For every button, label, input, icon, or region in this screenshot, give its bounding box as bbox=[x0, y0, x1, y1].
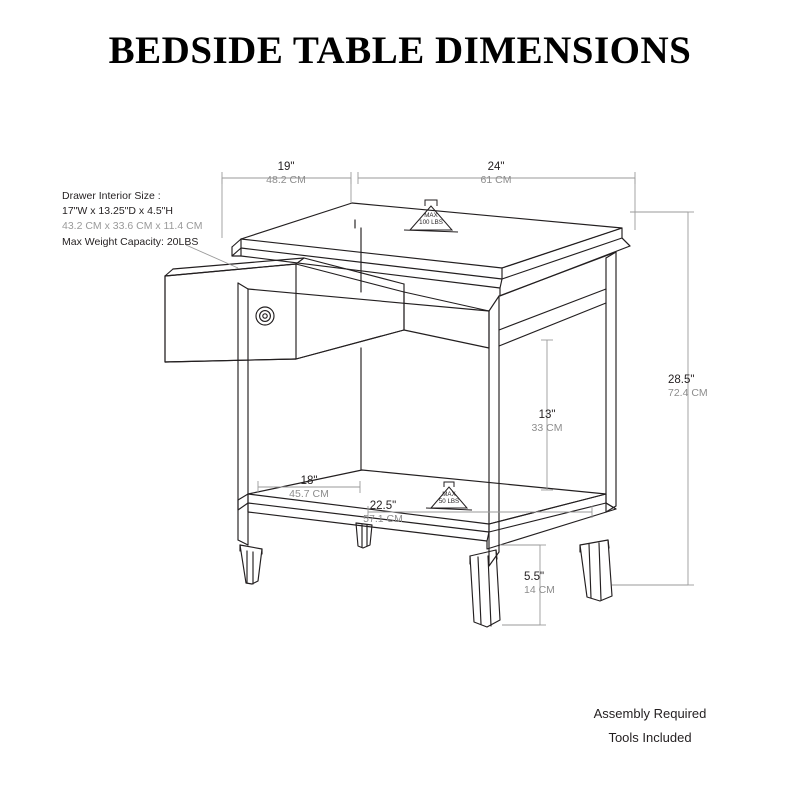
max-weight-shelf-line2: 50 LBS bbox=[438, 498, 460, 506]
dim-shelf-clearance bbox=[519, 408, 575, 436]
dim-shelf-width bbox=[352, 499, 414, 527]
dim-total-height-in: 28.5" bbox=[668, 374, 695, 386]
dim-total-height bbox=[668, 373, 724, 401]
drawer-interior-cm: 43.2 CM x 33.6 CM x 11.4 CM bbox=[62, 220, 203, 233]
footer-assembly-required: Assembly Required bbox=[593, 706, 707, 721]
dim-shelf-depth-cm: 45.7 CM bbox=[289, 488, 329, 501]
dim-shelf-depth bbox=[281, 474, 337, 502]
max-weight-top-line2: 100 LBS bbox=[419, 219, 443, 227]
dim-top-width-cm: 61 CM bbox=[480, 174, 512, 187]
dim-total-height-cm: 72.4 CM bbox=[668, 387, 708, 400]
dim-shelf-clearance-in: 13" bbox=[538, 409, 556, 421]
dim-shelf-width-in: 22.5" bbox=[369, 500, 397, 512]
dim-shelf-depth-in: 18" bbox=[300, 475, 318, 487]
drawer-interior-note bbox=[62, 189, 237, 250]
drawer-interior-inches: 17"W x 13.25"D x 4.5"H bbox=[62, 205, 173, 218]
dim-top-width-in: 24" bbox=[487, 161, 505, 173]
max-weight-markers bbox=[404, 200, 472, 510]
drawer-interior-heading: Drawer Interior Size : bbox=[62, 190, 161, 202]
max-weight-top-label bbox=[406, 212, 456, 226]
max-weight-shelf-line1: MAX bbox=[442, 491, 456, 498]
dim-shelf-width-cm: 57.1 CM bbox=[363, 513, 403, 526]
dim-top-width bbox=[466, 160, 526, 188]
max-weight-shelf-label bbox=[426, 491, 472, 505]
dim-top-depth bbox=[256, 160, 316, 188]
drawer-knob bbox=[256, 307, 274, 325]
dim-top-depth-cm: 48.2 CM bbox=[266, 174, 306, 187]
dim-leg-height-in: 5.5" bbox=[524, 571, 545, 583]
footer-tools-included: Tools Included bbox=[608, 730, 692, 745]
drawer bbox=[165, 258, 404, 362]
dim-shelf-clearance-cm: 33 CM bbox=[531, 422, 563, 435]
drawer-max-weight: Max Weight Capacity: 20LBS bbox=[62, 235, 199, 248]
max-weight-top-line1: MAX bbox=[424, 212, 438, 219]
dim-leg-height bbox=[524, 570, 580, 598]
dim-leg-height-cm: 14 CM bbox=[524, 584, 555, 597]
dim-top-depth-in: 19" bbox=[277, 161, 295, 173]
page-title: BEDSIDE TABLE DIMENSIONS bbox=[108, 29, 692, 72]
